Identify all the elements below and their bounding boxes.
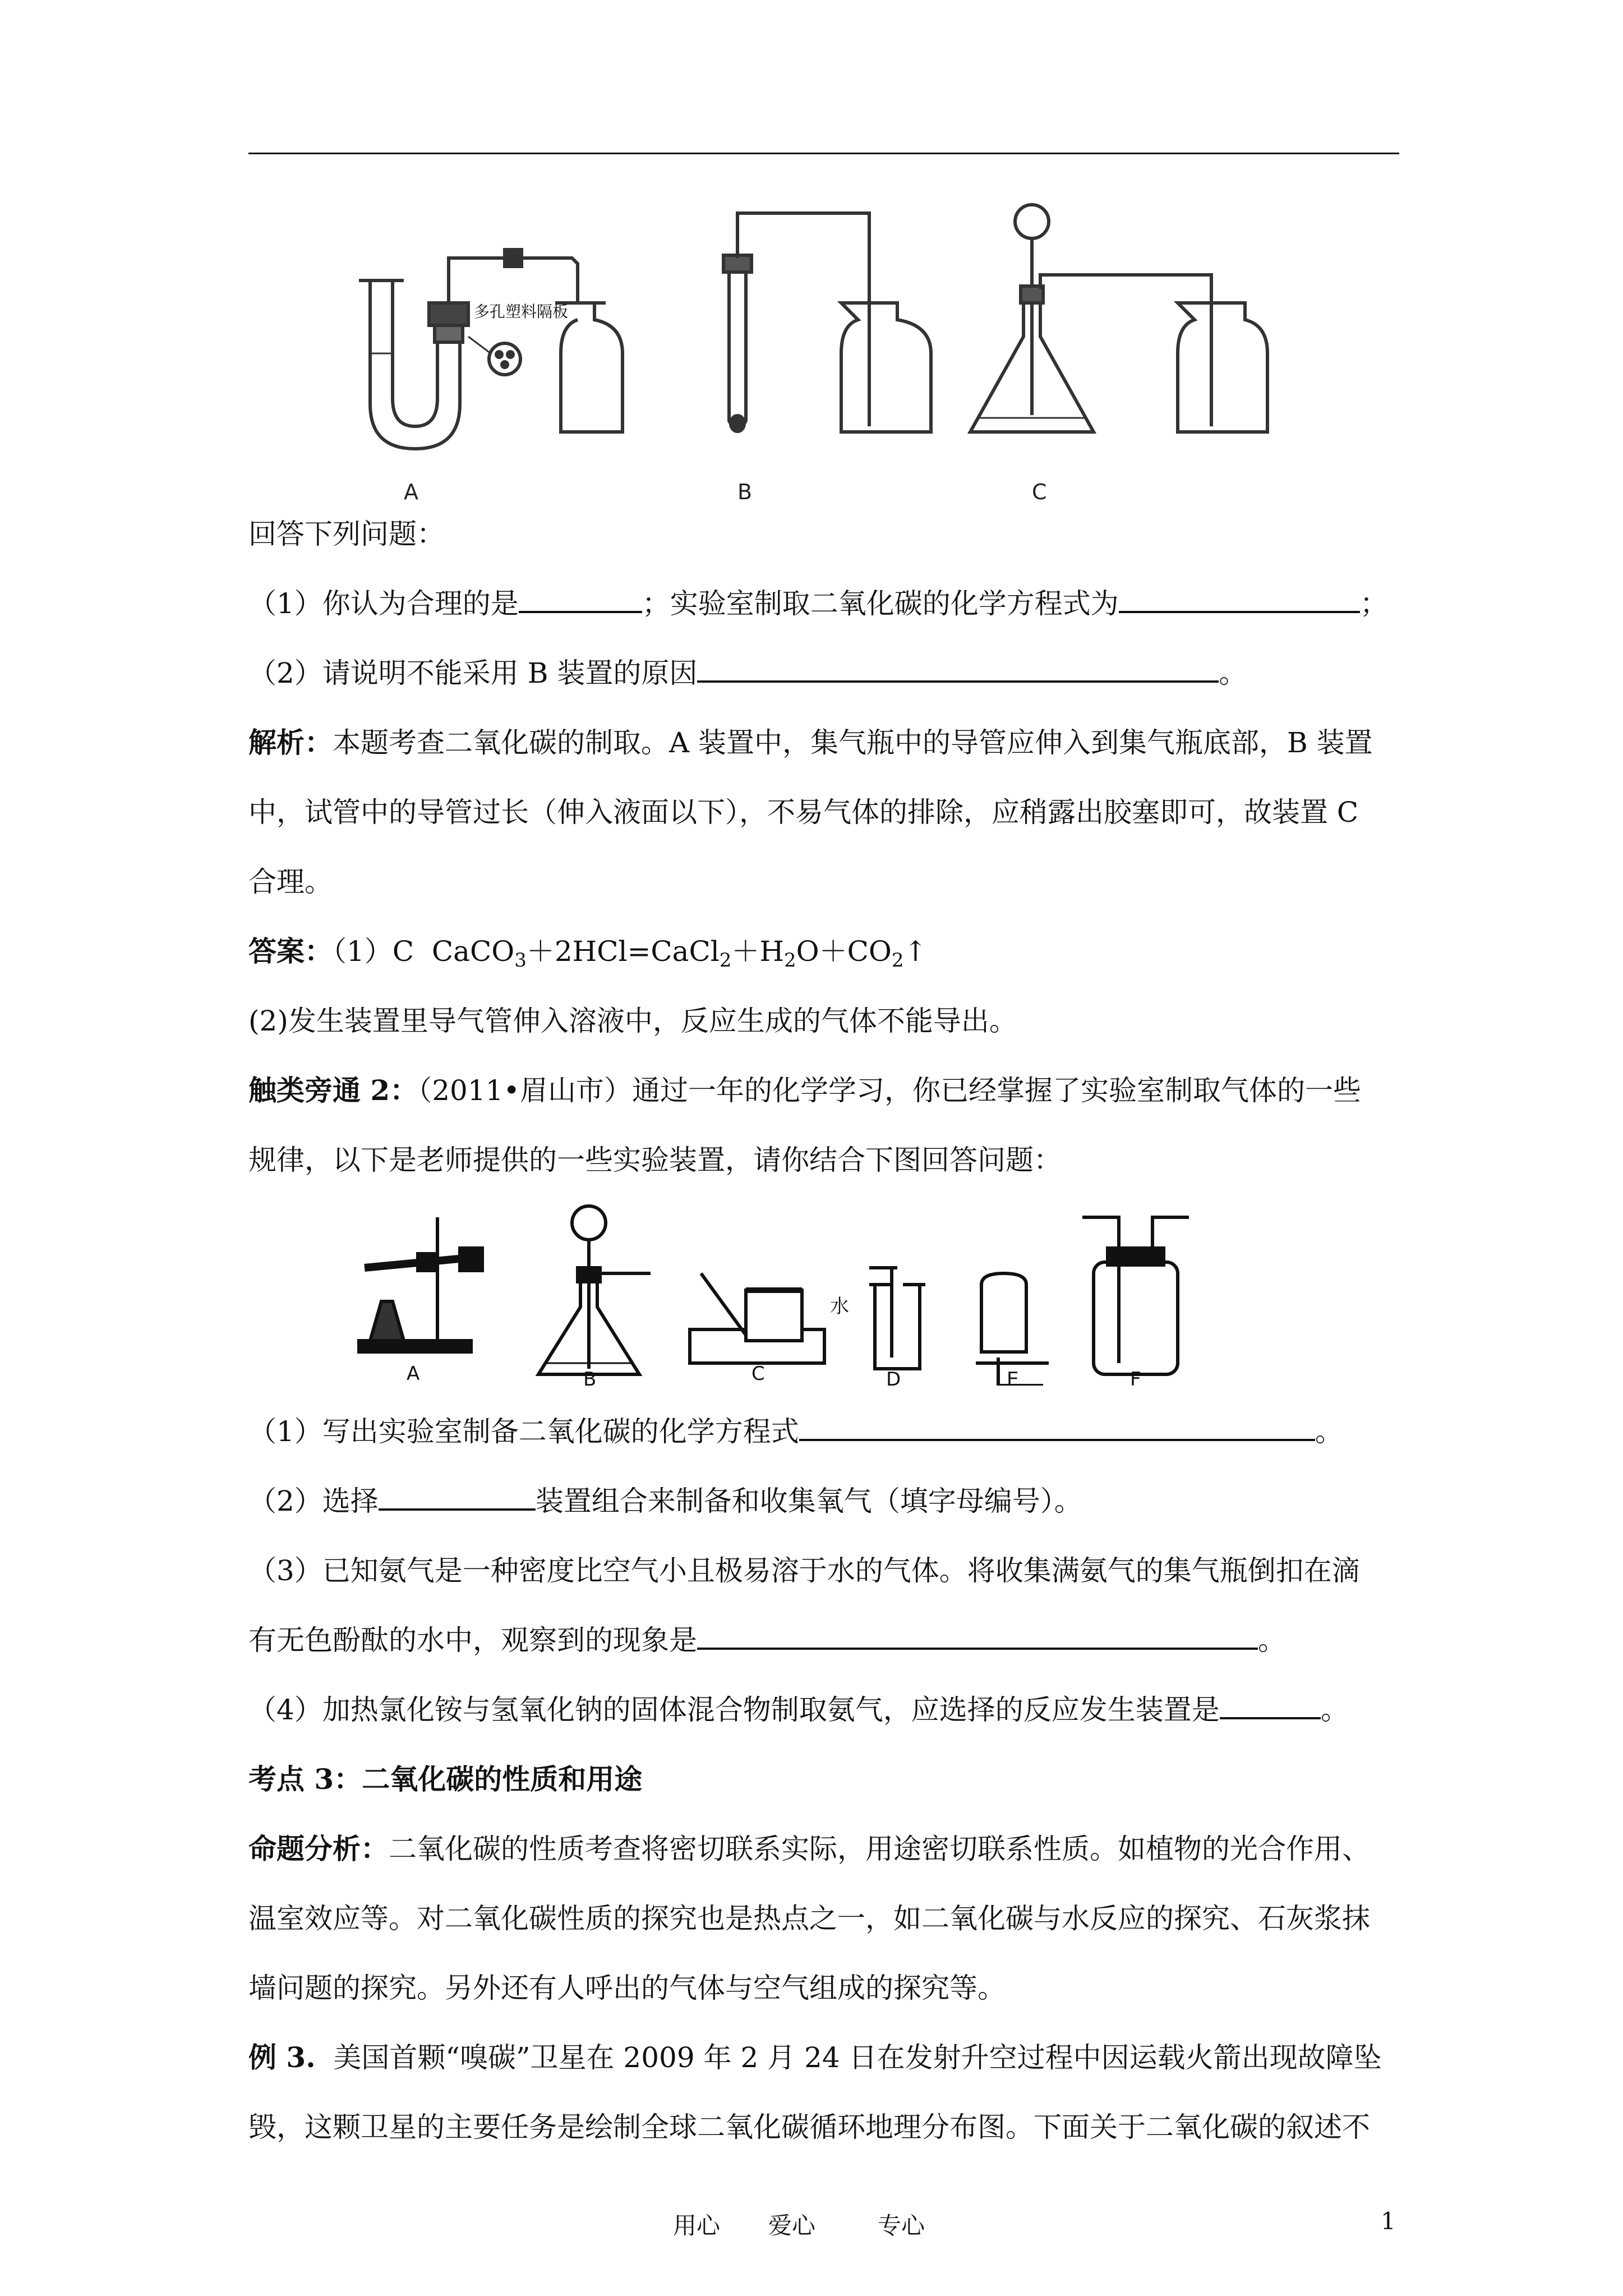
apparatus-af-drawing [353,1200,1307,1386]
fig2-label-b: B [583,1368,597,1386]
fig2-water-label: 水 [830,1295,849,1318]
question-block-2 [248,1397,1399,2162]
fig2-label-a: A [407,1363,420,1385]
topic3-line-3: 墙问题的探究。另外还有人呼出的气体与空气组成的探究等。 [248,1972,1006,2004]
analysis-line-2: 中，试管中的导管过长（伸入液面以下），不易气体的排除，应稍露出胶塞即可，故装置 C [248,796,1359,829]
footer-motto-3: 专心 [878,2212,925,2239]
exercise2-line-1: 触类旁通 2：（2011•眉山市）通过一年的化学学习，你已经掌握了实验室制取气体的一些 [248,1074,1361,1107]
exercise2-q2: （2）选择 装置组合来制备和收集氧气（填字母编号）。 [248,1485,1082,1517]
fig2-label-d: D [886,1368,901,1386]
answer-blank [379,1486,536,1511]
figure-apparatus-abc [336,191,1290,505]
topic3-line-2: 温室效应等。对二氧化碳性质的探究也是热点之一，如二氧化碳与水反应的探究、石灰浆抹 [248,1902,1370,1935]
footer-motto-1: 用心 [673,2212,721,2239]
answer-blank [1220,1695,1321,1719]
answer-blank [697,1625,1258,1650]
fig2-label-f: F [1130,1368,1141,1386]
exercise2-q3-line-2: 有无色酚酞的水中，观察到的现象是 。 [248,1624,1286,1657]
topic3-title: 考点 3：二氧化碳的性质和用途 [248,1763,643,1796]
q1-part1: （1）你认为合理的是 ；实验室制取二氧化碳的化学方程式为 ； [248,587,1388,620]
q1-intro: 回答下列问题： [248,518,445,550]
example3-line-2: 毁，这颗卫星的主要任务是绘制全球二氧化碳循环地理分布图。下面关于二氧化碳的叙述不 [248,2111,1370,2143]
exercise2-line-2: 规律，以下是老师提供的一些实验装置，请你结合下图回答问题： [248,1144,1062,1176]
answer-line-2: (2)发生装置里导气管伸入溶液中，反应生成的气体不能导出。 [248,1005,1017,1037]
figure-apparatus-af [353,1200,1307,1386]
page-number: 1 [1381,2207,1396,2235]
fig1-label-a: A [404,480,418,504]
footer-motto-2: 爱心 [768,2212,816,2239]
answer-blank [519,588,642,613]
fig2-label-e: E [1007,1368,1019,1386]
exercise2-q3-line-1: （3）已知氨气是一种密度比空气小且极易溶于水的气体。将收集满氨气的集气瓶倒扣在滴 [248,1554,1360,1587]
fig1-plate-label: 多孔塑料隔板 [474,302,569,321]
fig1-label-b: B [737,480,753,504]
exercise2-q1: （1）写出实验室制备二氧化碳的化学方程式 。 [248,1415,1343,1448]
answer-line-1: 答案：（1）C $CaCO_3+2HCl=CaCl_2+H_2O+CO_2↑$ [248,935,928,972]
fig2-label-c: C [751,1363,765,1385]
header-rule [248,153,1399,154]
example3-line-1: 例 3. 美国首颗“嗅碳”卫星在 2009 年 2 月 24 日在发射升空过程中因运载火箭出现故障坠 [248,2041,1382,2074]
fig1-label-c: C [1032,480,1047,504]
question-block-1 [248,499,1399,1195]
answer-blank [697,658,1219,683]
answer-blank [1119,588,1360,613]
analysis-line-3: 合理。 [248,866,333,898]
exercise2-q4: （4）加热氯化铵与氢氧化钠的固体混合物制取氨气，应选择的反应发生装置是 。 [248,1694,1349,1726]
topic3-line-1: 命题分析：二氧化碳的性质考查将密切联系实际，用途密切联系性质。如植物的光合作用、 [248,1832,1370,1865]
apparatus-abc-drawing [336,191,1290,505]
answer-blank [799,1416,1315,1441]
analysis-line-1: 解析：本题考查二氧化碳的制取。A 装置中，集气瓶中的导管应伸入到集气瓶底部，B 装置 [248,726,1373,759]
q1-part2: （2）请说明不能采用 B 装置的原因 。 [248,657,1247,689]
